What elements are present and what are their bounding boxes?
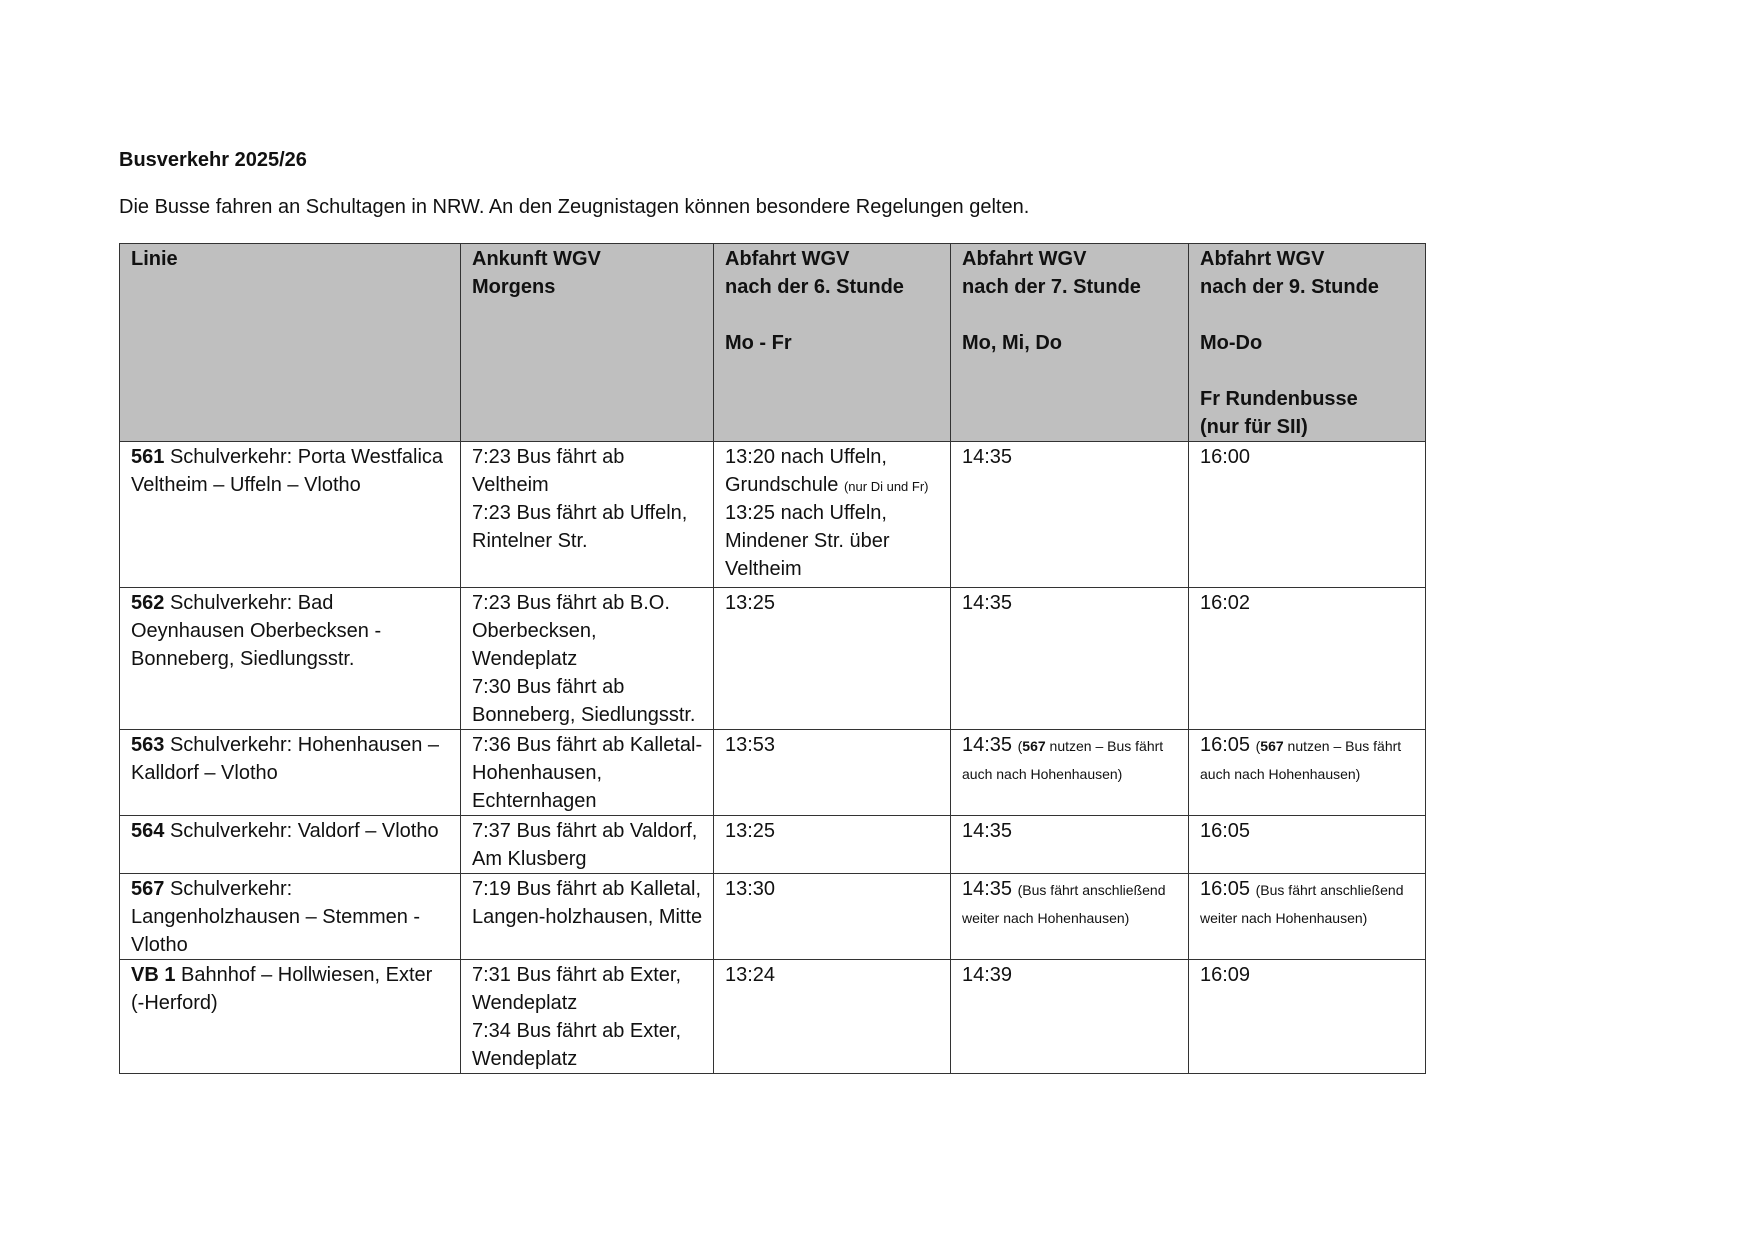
- header-line: Morgens: [472, 276, 556, 298]
- note-line-ref: 567: [1022, 738, 1046, 754]
- cell-ankunft: [461, 960, 714, 1074]
- cell-abfahrt-6: [714, 960, 951, 1074]
- departure-time: 16:09: [1200, 964, 1251, 986]
- header-line: Fr Rundenbusse: [1200, 388, 1358, 410]
- departure-entry: [725, 875, 940, 903]
- line-description: Schulverkehr: Langenholzhausen – Stemmen - Vlotho: [131, 878, 421, 956]
- line-number: 564: [131, 820, 165, 842]
- header-abfahrt-9: [1189, 244, 1426, 442]
- header-spacer: [962, 301, 1178, 329]
- arrival-entry: 7:37 Bus fährt ab Valdorf, Am Klusberg: [472, 820, 698, 870]
- departure-note: (Bus fährt anschließend weiter nach Hohenhausen): [1200, 882, 1404, 926]
- departure-text: 13:25: [725, 820, 776, 842]
- header-line: Abfahrt WGV: [725, 248, 850, 270]
- table-row: [120, 874, 1426, 960]
- departure-time: 16:05: [1200, 820, 1251, 842]
- line-description: Schulverkehr: Hohenhausen –Kalldorf – Vlotho: [131, 734, 439, 784]
- header-line: Mo - Fr: [725, 332, 792, 354]
- cell-abfahrt-7: [951, 730, 1189, 816]
- line-description: Schulverkehr: Valdorf – Vlotho: [169, 820, 439, 842]
- line-description: Bahnhof – Hollwiesen, Exter (-Herford): [131, 964, 433, 1014]
- departure-entry: [725, 731, 940, 759]
- departure-time: 14:39: [962, 964, 1013, 986]
- departure-time: 14:35: [962, 592, 1013, 614]
- departure-text: 13:25: [725, 592, 776, 614]
- departure-time: 14:35: [962, 820, 1013, 842]
- cell-abfahrt-7: [951, 588, 1189, 730]
- departure-text: 13:24: [725, 964, 776, 986]
- intro-text: Die Busse fahren an Schultagen in NRW. An den Zeugnistagen können besondere Regelungen gelten.: [119, 196, 1030, 218]
- header-line: Abfahrt WGV: [962, 248, 1087, 270]
- note-rest: nutzen – Bus fährt auch nach Hohenhausen): [962, 738, 1164, 782]
- header-line: nach der 9. Stunde: [1200, 276, 1379, 298]
- table-row: [120, 730, 1426, 816]
- cell-ankunft: [461, 874, 714, 960]
- cell-abfahrt-7: [951, 442, 1189, 588]
- cell-abfahrt-6: [714, 442, 951, 588]
- arrival-entry: 7:36 Bus fährt ab Kalletal-Hohenhausen, Echternhagen: [472, 734, 703, 812]
- line-number: 567: [131, 878, 165, 900]
- departure-text: 13:25 nach Uffeln, Mindener Str. über Veltheim: [725, 502, 890, 580]
- header-line: Abfahrt WGV: [1200, 248, 1325, 270]
- header-spacer: [1200, 301, 1415, 329]
- header-line: (nur für SII): [1200, 416, 1308, 438]
- cell-abfahrt-6: [714, 874, 951, 960]
- departure-note: (nur Di und Fr): [843, 479, 929, 494]
- departure-entry: [725, 589, 940, 617]
- table-row: [120, 442, 1426, 588]
- cell-linie: [120, 588, 461, 730]
- header-linie: [120, 244, 461, 442]
- header-line: nach der 7. Stunde: [962, 276, 1141, 298]
- line-description: Schulverkehr: Porta Westfalica Veltheim – Uffeln – Vlotho: [131, 446, 444, 496]
- line-number: 563: [131, 734, 165, 756]
- cell-ankunft: [461, 442, 714, 588]
- cell-ankunft: [461, 730, 714, 816]
- departure-text: 13:30: [725, 878, 776, 900]
- cell-abfahrt-9: [1189, 874, 1426, 960]
- departure-time: 16:02: [1200, 592, 1251, 614]
- cell-abfahrt-7: [951, 816, 1189, 874]
- cell-linie: [120, 816, 461, 874]
- cell-ankunft: [461, 588, 714, 730]
- departure-text: 13:20 nach Uffeln, Grundschule: [725, 446, 887, 496]
- departure-entry: [725, 817, 940, 845]
- line-number: 561: [131, 446, 165, 468]
- cell-abfahrt-9: [1189, 588, 1426, 730]
- header-abfahrt-6: [714, 244, 951, 442]
- departure-time: 14:35: [962, 446, 1013, 468]
- header-abfahrt-7: [951, 244, 1189, 442]
- arrival-entry: 7:23 Bus fährt ab Uffeln, Rintelner Str.: [472, 502, 688, 552]
- cell-abfahrt-6: [714, 816, 951, 874]
- arrival-entry: 7:30 Bus fährt ab Bonneberg, Siedlungsstr.: [472, 676, 696, 726]
- cell-abfahrt-9: [1189, 442, 1426, 588]
- departure-time: 14:35: [962, 878, 1013, 900]
- cell-abfahrt-7: [951, 960, 1189, 1074]
- cell-abfahrt-7: [951, 874, 1189, 960]
- cell-abfahrt-6: [714, 730, 951, 816]
- arrival-entry: 7:23 Bus fährt ab B.O. Oberbecksen, Wendeplatz: [472, 592, 670, 670]
- cell-abfahrt-9: [1189, 816, 1426, 874]
- header-line: nach der 6. Stunde: [725, 276, 904, 298]
- departure-entry: [725, 443, 940, 499]
- table-row: [120, 960, 1426, 1074]
- cell-ankunft: [461, 816, 714, 874]
- header-line: Mo-Do: [1200, 332, 1263, 354]
- arrival-entry: 7:23 Bus fährt ab Veltheim: [472, 446, 625, 496]
- arrival-entry: 7:31 Bus fährt ab Exter, Wendeplatz: [472, 964, 682, 1014]
- cell-linie: [120, 874, 461, 960]
- note-line-ref: 567: [1260, 738, 1284, 754]
- departure-entry: [725, 499, 940, 583]
- line-number: VB 1: [131, 964, 176, 986]
- cell-abfahrt-9: [1189, 960, 1426, 1074]
- table-header-row: [120, 244, 1426, 442]
- note-open: (: [1017, 738, 1023, 754]
- cell-abfahrt-6: [714, 588, 951, 730]
- note-rest: nutzen – Bus fährt auch nach Hohenhausen): [1200, 738, 1402, 782]
- departure-time: 16:00: [1200, 446, 1251, 468]
- arrival-entry: 7:19 Bus fährt ab Kalletal, Langen-holzhausen, Mitte: [472, 878, 703, 928]
- table-row: [120, 588, 1426, 730]
- departure-entry: [725, 961, 940, 989]
- departure-time: 16:05: [1200, 878, 1251, 900]
- table-body: [120, 442, 1426, 1074]
- cell-linie: [120, 960, 461, 1074]
- bus-schedule-table: [119, 243, 1426, 1074]
- cell-abfahrt-9: [1189, 730, 1426, 816]
- header-line: Ankunft WGV: [472, 248, 601, 270]
- line-description: Schulverkehr: Bad Oeynhausen Oberbecksen - Bonneberg, Siedlungsstr.: [131, 592, 382, 670]
- departure-text: 13:53: [725, 734, 776, 756]
- departure-time: 16:05: [1200, 734, 1251, 756]
- document-title: Busverkehr 2025/26: [119, 149, 307, 171]
- header-spacer: [1200, 357, 1415, 385]
- header-line: Linie: [131, 248, 178, 270]
- departure-note: (Bus fährt anschließend weiter nach Hohenhausen): [962, 882, 1166, 926]
- line-number: 562: [131, 592, 165, 614]
- note-open: (: [1255, 738, 1261, 754]
- departure-time: 14:35: [962, 734, 1013, 756]
- table-row: [120, 816, 1426, 874]
- cell-linie: [120, 442, 461, 588]
- header-line: Mo, Mi, Do: [962, 332, 1062, 354]
- header-ankunft: [461, 244, 714, 442]
- arrival-entry: 7:34 Bus fährt ab Exter, Wendeplatz: [472, 1020, 682, 1070]
- cell-linie: [120, 730, 461, 816]
- header-spacer: [725, 301, 940, 329]
